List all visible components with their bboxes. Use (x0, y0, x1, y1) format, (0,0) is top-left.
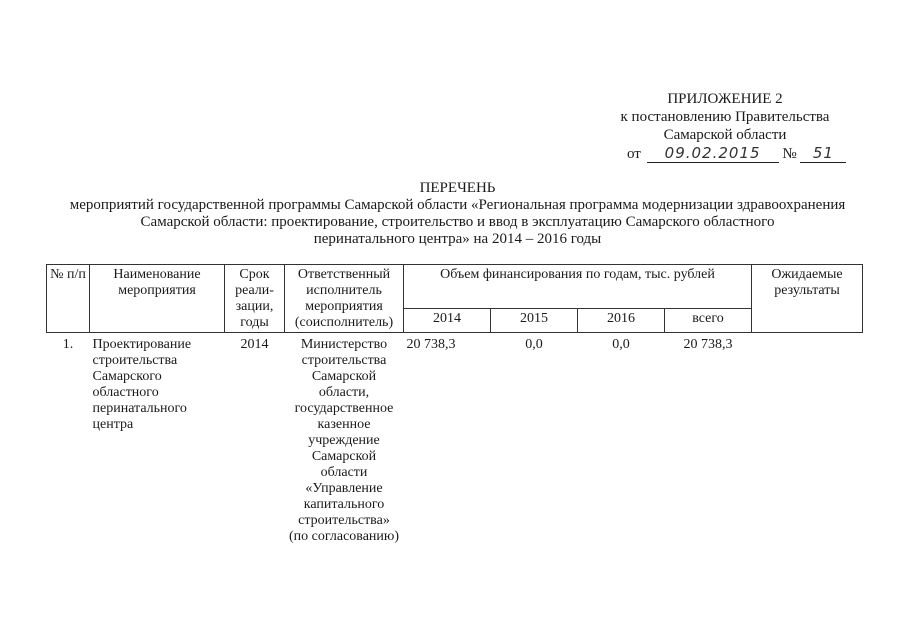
date-prefix: от (627, 146, 641, 162)
number-prefix: № (782, 146, 797, 162)
document-title-block (40, 180, 875, 248)
appendix-title: ПРИЛОЖЕНИЕ 2 (667, 91, 783, 107)
document-title: ПЕРЕЧЕНЬ (419, 180, 496, 196)
header-executor: Ответственный исполнитель мероприятия (соисполнитель) (285, 265, 404, 333)
row-value-2015: 0,0 (525, 337, 543, 352)
appendix-line-2: к постановлению Правительства (620, 109, 830, 125)
appendix-block (560, 90, 890, 144)
subtitle-line-3: перинатального центра» на 2014 – 2016 годы (313, 231, 602, 247)
row-term: 2014 (240, 337, 269, 352)
number-handwritten: 51 (800, 144, 846, 163)
row-value-total: 20 738,3 (683, 337, 733, 352)
decree-date-line (627, 144, 846, 163)
header-year-2015: 2015 (491, 309, 578, 333)
subtitle-line-1: мероприятий государственной программы Самарской области «Региональная программа модернизации здравоохранения (69, 197, 846, 213)
row-name: Проектирование строительства Самарского областного перинатального центра (92, 337, 192, 432)
date-handwritten: 09.02.2015 (647, 144, 779, 163)
row-value-2016: 0,0 (612, 337, 630, 352)
header-term: Срок реали-зации, годы (225, 265, 285, 333)
activities-table (46, 264, 863, 545)
header-total: всего (665, 309, 752, 333)
appendix-line-3: Самарской области (663, 127, 787, 143)
header-results: Ожидаемые результаты (752, 265, 863, 333)
subtitle-line-2: Самарской области: проектирование, строительство и ввод в эксплуатацию Самарского областного (140, 214, 775, 230)
header-num: № п/п (47, 265, 90, 333)
header-funding: Объем финансирования по годам, тыс. рублей (404, 265, 752, 309)
header-year-2016: 2016 (578, 309, 665, 333)
row-num: 1. (62, 337, 74, 352)
header-year-2014: 2014 (404, 309, 491, 333)
row-executor: Министерство строительства Самарской области, государственное казенное учреждение Самарской области «Управление капитального строительства» (по согласованию) (288, 337, 400, 544)
row-value-2014: 20 738,3 (406, 337, 456, 352)
header-name: Наименование мероприятия (90, 265, 225, 333)
row-result (752, 333, 863, 546)
table-row (47, 333, 863, 546)
